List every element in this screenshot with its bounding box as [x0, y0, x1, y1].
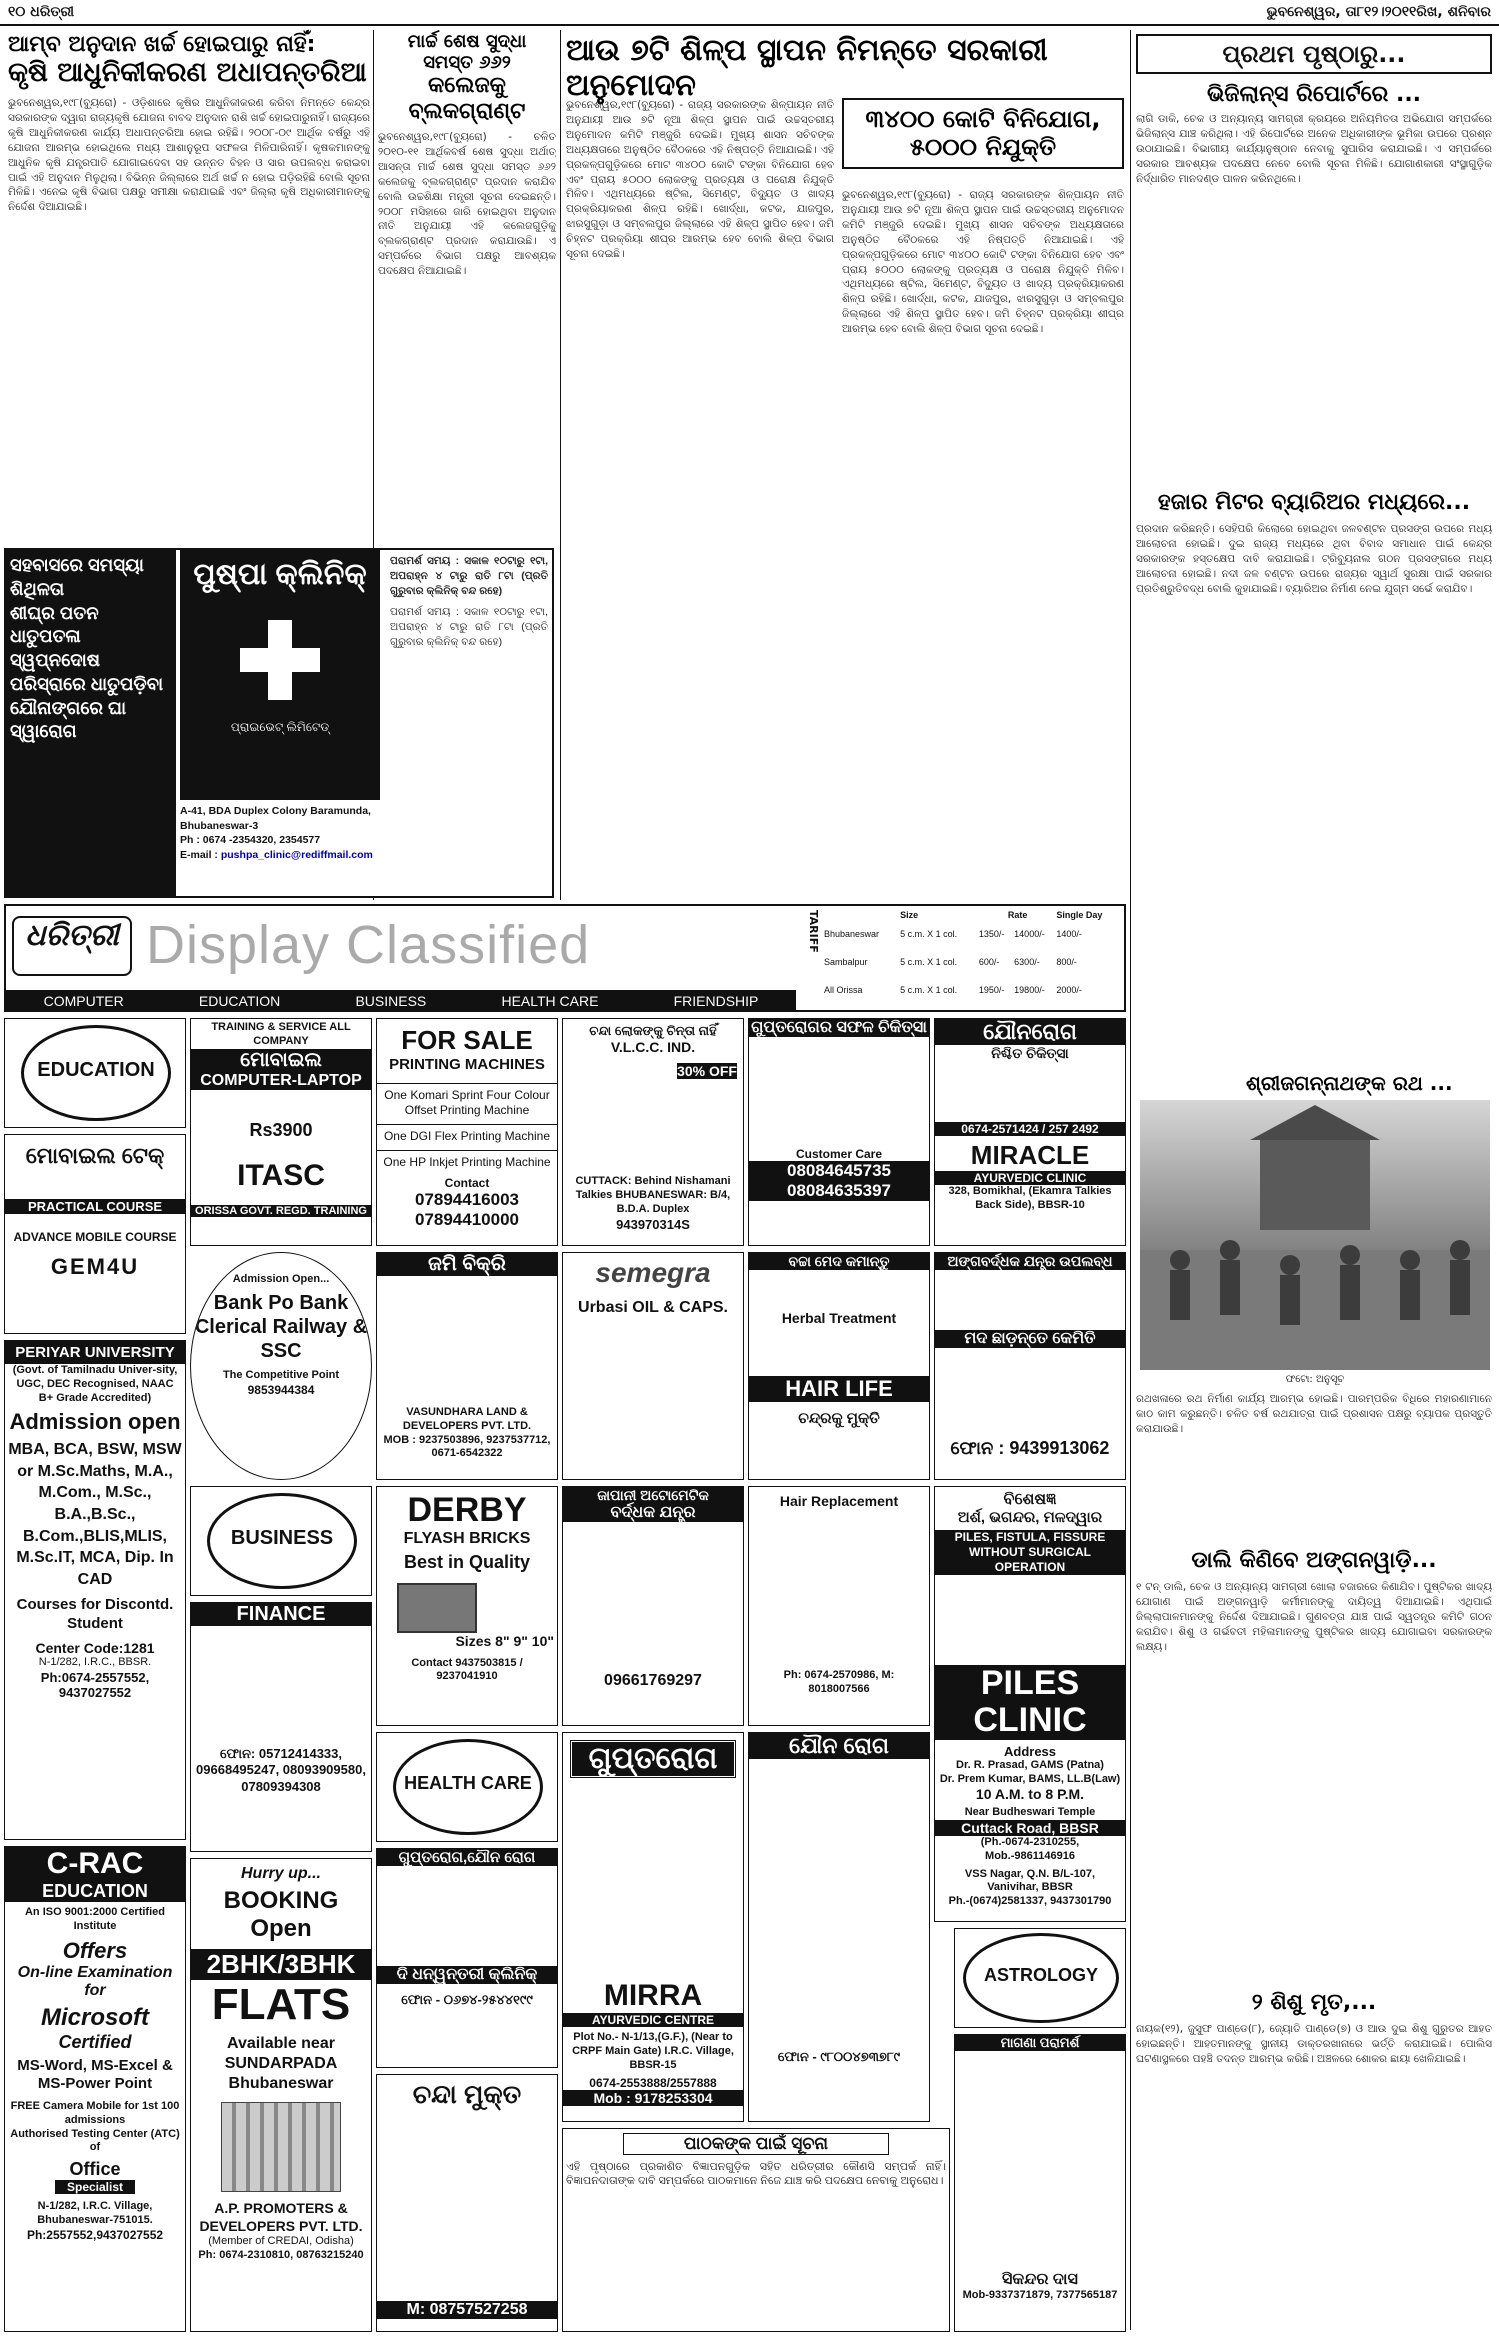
crowd-illustration: [1140, 1100, 1490, 1370]
anga-bardhak-ad: ଅଙ୍ଗବର୍ଦ୍ଧକ ଯନ୍ତ୍ର ଉପଲବ୍ଧ ମଦ ଛାଡ଼ନ୍ତେ କେମିତି ଫୋନ : 9439913062: [934, 1252, 1126, 1480]
story1-headline: ଆମ୍ବ ଅନୁଦାନ ଖର୍ଚ୍ଚ ହୋଇପାରୁ ନାହିଁ: କୃଷି ଆଧୁନିକୀକରଣ ଅଧାପନ୍ତରିଆ: [8, 32, 367, 89]
business-emblem-ad: BUSINESS: [190, 1486, 372, 1596]
category-friendship: FRIENDSHIP: [673, 993, 759, 1009]
gupta-rog-chikitsa-ad: ଗୁପ୍ତରୋଗର ସଫଳ ଚିକିତ୍ସା Customer Care 08084645735 08084635397: [748, 1018, 930, 1246]
item3-body: ରଥଖଳାରେ ରଥ ନିର୍ମାଣ କାର୍ଯ୍ୟ ଆରମ୍ଭ ହୋଇଛି। ପାରମ୍ପରିକ ବିଧିରେ ମହାରଣାମାନେ କାଠ କାମ କରୁଛନ୍ତି। ଚଳିତ ବର୍ଷ ରଥଯାତ୍ରା ପାଇଁ ପ୍ରଶାସନ ପକ୍ଷରୁ ବ୍ୟାପକ ପ୍ରସ୍ତୁତି କରାଯାଉଛି।: [1136, 1393, 1492, 1435]
story3-subhead: ୩୪୦୦ କୋଟି ବିନିଯୋଗ, ୫୦୦୦ ନିଯୁକ୍ତି: [842, 98, 1124, 169]
item1-title: ଭିଜିଲାନ୍ସ ରିପୋର୍ଟରେ ...: [1206, 82, 1422, 107]
japani-ad: ଜାପାନୀ ଅଟୋମେଟିକ ବର୍ଦ୍ଧକ ଯନ୍ତ୍ର 09661769297: [562, 1486, 744, 1726]
astrology-ad: ASTROLOGY: [954, 1928, 1126, 2028]
pushpa-left-list: ସହବାସରେ ସମସ୍ୟା ଶିଥିଳତା ଶୀଘ୍ର ପତନ ଧାତୁପତଳା ସ୍ୱପ୍ନଦୋଷ ପରିସ୍ରାରେ ଧାତୁପଡ଼ିବା ଯୌନାଙ୍ଗରେ ଘା ସ୍ୱାରୋଗ: [6, 550, 176, 896]
finance-ad: FINANCE ଫୋନ: 05712414333, 09668495247, 08093909580, 07809394308: [190, 1602, 372, 1852]
item5-body: ନାୟକ(୧୨), ଜୁସୁଫ ପାଣ୍ଡେ(୮), ଜ୍ୟୋତି ପାଣ୍ଡେ(୭) ଓ ଆଉ ଦୁଇ ଶିଶୁ ଗୁରୁତର ଆହତ ହୋଇଛନ୍ତି। ଆହତମାନଙ୍କୁ ସ୍ଥାନୀୟ ଡାକ୍ତରଖାନାରେ ଭର୍ତ୍ତି କରାଯାଇଛି। ପୋଲିସ ଘଟଣାସ୍ଥଳରେ ପହଞ୍ଚି ତଦନ୍ତ ଆରମ୍ଭ କରିଛି। ଅଞ୍ଚଳରେ ଶୋକର ଛାୟା ଖେଳିଯାଇଛି।: [1136, 2023, 1492, 2065]
jami-bikri-ad: ଜମି ବିକ୍ରି VASUNDHARA LAND & DEVELOPERS PVT. LTD. MOB : 9237503896, 9237537712, 0671-6542322: [376, 1252, 558, 1480]
derby-ad: DERBY FLYASH BRICKS Best in Quality Sizes 8" 9" 10" Contact 9437503815 / 9237041910: [376, 1486, 558, 1726]
tariff-label: TARIFF: [807, 910, 820, 953]
story3-body-col1: ଭୁବନେଶ୍ୱର,୧୯୮(ବ୍ୟୁରୋ) - ରାଜ୍ୟ ସରକାରଙ୍କ ଶିଳ୍ପାୟନ ନୀତି ଅନୁଯାୟୀ ଆଉ ୭ଟି ନୂଆ ଶିଳ୍ପ ସ୍ଥାପନ ପାଇଁ ଉଚ୍ଚସ୍ତରୀୟ ଅନୁମୋଦନ କମିଟି ମଞ୍ଜୁରି ଦେଇଛି। ମୁଖ୍ୟ ଶାସନ ସଚିବଙ୍କ ଅଧ୍ୟକ୍ଷତାରେ ଅନୁଷ୍ଠିତ ବୈଠକରେ ଏହି ନିଷ୍ପତ୍ତି ନିଆଯାଇଛି। ଏହି ପ୍ରକଳ୍ପଗୁଡ଼ିକରେ ମୋଟ ୩୪୦୦ କୋଟି ଟଙ୍କା ବିନିଯୋଗ ହେବ ଏବଂ ପ୍ରାୟ ୫୦୦୦ ଲୋକଙ୍କୁ ପ୍ରତ୍ୟକ୍ଷ ଓ ପରୋକ୍ଷ ନିଯୁକ୍ତି ମିଳିବ। ଏଥିମଧ୍ୟରେ ଷ୍ଟିଲ, ସିମେଣ୍ଟ, ବିଦ୍ୟୁତ ଓ ଖାଦ୍ୟ ପ୍ରକ୍ରିୟାକରଣ ଶିଳ୍ପ ରହିଛି। ଖୋର୍ଦ୍ଧା, କଟକ, ଯାଜପୁର, ଝାରସୁଗୁଡ଼ା ଓ ସମ୍ବଲପୁର ଜିଲ୍ଲାରେ ଏହି ଶିଳ୍ପ ସ୍ଥାପିତ ହେବ। ଜମି ଚିହ୍ନଟ ପ୍ରକ୍ରିୟା ଶୀଘ୍ର ଆରମ୍ଭ ହେବ ବୋଲି ଶିଳ୍ପ ବିଭାଗ ସୂଚନା ଦେଇଛି।: [566, 99, 834, 261]
pushpa-clinic-ad: [4, 548, 554, 898]
item2-body: ପ୍ରଦାନ କରିଛନ୍ତି। ସେହିପରି କିଲୋରେ ହୋଇଥିବା ଜଳବଣ୍ଟନ ପ୍ରସଙ୍ଗ ଉପରେ ମଧ୍ୟ ଆଲୋଚନା ହୋଇଛି। ଦୁଇ ରାଜ୍ୟ ମଧ୍ୟରେ ଥିବା ବିବାଦ ସମାଧାନ ପାଇଁ କେନ୍ଦ୍ର ସରକାରଙ୍କ ହସ୍ତକ୍ଷେପ ଦାବି କରାଯାଇଛି। ଟ୍ରିବ୍ୟୁନାଲ ଗଠନ ପ୍ରସଙ୍ଗରେ ମଧ୍ୟ ଆଲୋଚନା ହୋଇଛି। ନଦୀ ଜଳ ବଣ୍ଟନ ଉପରେ ରାଜ୍ୟର ସ୍ୱାର୍ଥ ସୁରକ୍ଷା ପାଇଁ ସରକାର ପ୍ରତିଶ୍ରୁତିବଦ୍ଧ ବୋଲି କୁହାଯାଇଛି। ବ୍ୟାରିଅର ନିର୍ମାଣ ନେଇ ଯୁଗ୍ମ ସର୍ଭେ କରାଯିବ।: [1136, 523, 1492, 595]
jouna-rog-ad: ଯୌନ ରୋଗ ଫୋନ - ୯୮୦୦୪୭୩୭୮୯: [748, 1732, 930, 2122]
item1-body: ଲାଗି ଡାକି, ଚେକ ଓ ଅନ୍ୟାନ୍ୟ ସାମଗ୍ରୀ କ୍ରୟରେ ଅନିୟମିତତା ଅଭିଯୋଗ ସମ୍ପର୍କରେ ଭିଜିଲାନ୍ସ ଯାଞ୍ଚ କରିଥିଲା। ଏହି ରିପୋର୍ଟରେ ଅନେକ ଅଧିକାରୀଙ୍କ ଭୂମିକା ଉପରେ ପ୍ରଶ୍ନ ଉଠାଯାଇଛି। ବିଭାଗୀୟ କାର୍ଯ୍ୟାନୁଷ୍ଠାନ ନେବାକୁ ସୁପାରିସ କରାଯାଇଛି। ଏ ସମ୍ପର୍କରେ ସରକାର ଆବଶ୍ୟକ ପଦକ୍ଷେପ ନେବେ ବୋଲି ସୂଚନା ମିଳିଛି। ଯୋଗାଣକାରୀ ସଂସ୍ଥାଗୁଡ଼ିକ ନିର୍ଦ୍ଧାରିତ ମାନଦଣ୍ଡ ପାଳନ କରିନଥିଲେ।: [1136, 113, 1492, 185]
chanda-mukta-ad: ଚନ୍ଦା ମୁକ୍ତ M: 08757527258: [376, 2074, 558, 2332]
column-rule: [560, 30, 561, 900]
hair-replacement-ad: Hair Replacement Ph: 0674-2570986, M: 8018007566: [748, 1486, 930, 1726]
story3-body-col2: ଭୁବନେଶ୍ୱର,୧୯୮(ବ୍ୟୁରୋ) - ରାଜ୍ୟ ସରକାରଙ୍କ ଶିଳ୍ପାୟନ ନୀତି ଅନୁଯାୟୀ ଆଉ ୭ଟି ନୂଆ ଶିଳ୍ପ ସ୍ଥାପନ ପାଇଁ ଉଚ୍ଚସ୍ତରୀୟ ଅନୁମୋଦନ କମିଟି ମଞ୍ଜୁରି ଦେଇଛି। ମୁଖ୍ୟ ଶାସନ ସଚିବଙ୍କ ଅଧ୍ୟକ୍ଷତାରେ ଅନୁଷ୍ଠିତ ବୈଠକରେ ଏହି ନିଷ୍ପତ୍ତି ନିଆଯାଇଛି। ଏହି ପ୍ରକଳ୍ପଗୁଡ଼ିକରେ ମୋଟ ୩୪୦୦ କୋଟି ଟଙ୍କା ବିନିଯୋଗ ହେବ ଏବଂ ପ୍ରାୟ ୫୦୦୦ ଲୋକଙ୍କୁ ପ୍ରତ୍ୟକ୍ଷ ଓ ପରୋକ୍ଷ ନିଯୁକ୍ତି ମିଳିବ। ଏଥିମଧ୍ୟରେ ଷ୍ଟିଲ, ସିମେଣ୍ଟ, ବିଦ୍ୟୁତ ଓ ଖାଦ୍ୟ ପ୍ରକ୍ରିୟାକରଣ ଶିଳ୍ପ ରହିଛି। ଖୋର୍ଦ୍ଧା, କଟକ, ଯାଜପୁର, ଝାରସୁଗୁଡ଼ା ଓ ସମ୍ବଲପୁର ଜିଲ୍ଲାରେ ଏହି ଶିଳ୍ପ ସ୍ଥାପିତ ହେବ। ଜମି ଚିହ୍ନଟ ପ୍ରକ୍ରିୟା ଶୀଘ୍ର ଆରମ୍ଭ ହେବ ବୋଲି ଶିଳ୍ପ ବିଭାଗ ସୂଚନା ଦେଇଛି।: [842, 189, 1124, 336]
crac-ad: C-RAC EDUCATION An ISO 9001:2000 Certified Institute Offers On-line Examination for Microsoft Certified MS-Word, MS-Excel & MS-Power Point FREE Camera Mobile for 1st 100 admissions Authorised Testing Center (ATC) of Office Specialist N-1/282, I.R.C. Village, Bhubaneswar-751015. Ph:2557552,9437027552: [4, 1846, 186, 2332]
item2-title: ହଜାର ମିଟର ବ୍ୟାରିଅର ମଧ୍ୟରେ...: [1157, 490, 1471, 515]
dharitri-logo: ଧରିତ୍ରୀ: [12, 916, 132, 976]
education-emblem-ad: EDUCATION: [4, 1018, 186, 1128]
category-healthcare: HEALTH CARE: [501, 993, 599, 1009]
front-page-header: ପ୍ରଥମ ପୃଷ୍ଠାରୁ...: [1136, 34, 1492, 74]
category-bar: [6, 990, 796, 1012]
mobile-tech-ad: ମୋବାଇଲ ଟେକ୍ PRACTICAL COURSE ADVANCE MOBILE COURSE GEM4U: [4, 1134, 186, 1334]
pushpa-right-info: ପରାମର୍ଶ ସମୟ : ସକାଳ ୧୦ଟାରୁ ୧ଟା, ଅପରାହ୍ନ ୪ ଟାରୁ ରାତି ୮ଟା (ପ୍ରତି ଗୁରୁବାର କ୍ଲିନିକ୍ ବନ୍ଦ ରହେ) ପରାମର୍ଶ ସମୟ : ସକାଳ ୧୦ଟାରୁ ୧ଟା, ଅପରାହ୍ନ ୪ ଟାରୁ ରାତି ୮ଟା (ପ୍ରତି ଗୁରୁବାର କ୍ଲିନିକ୍ ବନ୍ଦ ରହେ): [390, 555, 548, 648]
flats-ad: Hurry up... BOOKING Open 2BHK/3BHK FLATS Available near SUNDARPADA Bhubaneswar A.P. PROMOTERS & DEVELOPERS PVT. LTD. (Member of CREDAI, Odisha) Ph: 0674-2310810, 08763215240: [190, 1858, 372, 2332]
tariff-table: Size Rate Single Day Bhubaneswar 5 c.m. X 1 col. 1350/- 14000/- 1400/- Sambalpur 5 c.m. X 1 col. 600/- 6300/- 800/- All Orissa 5 c.m. X 1 col. 1950/- 19800/- 2000/-: [824, 910, 1103, 995]
bachha-meda-ad: ବଚ୍ଚା ମେଦ କମାନ୍ତୁ Herbal Treatment HAIR LIFE ଚନ୍ଦ୍ରକୁ ମୁକ୍ତି: [748, 1252, 930, 1480]
item4-body: ୧ ଟନ୍ ଡାଲି, ଚେକ ଓ ଅନ୍ୟାନ୍ୟ ସାମଗ୍ରୀ ଖୋଲା ବଜାରରେ କିଣାଯିବ। ପୁଷ୍ଟିକର ଖାଦ୍ୟ ଯୋଗାଣ ପାଇଁ ଅଙ୍ଗନୱାଡ଼ି କର୍ମୀମାନଙ୍କୁ ଦାୟିତ୍ୱ ଦିଆଯାଇଛି। ଏଥିପାଇଁ ଜିଲ୍ଲାପାଳମାନଙ୍କୁ ନିର୍ଦ୍ଦେଶ ଦିଆଯାଇଛି। ଗୁଣବତ୍ତା ଯାଞ୍ଚ ପାଇଁ ସ୍ୱତନ୍ତ୍ର କମିଟି ଗଠନ କରାଯିବ। ଶିଶୁ ଓ ଗର୍ଭବତୀ ମହିଳାମାନଙ୍କୁ ପୁଷ୍ଟିକର ଖାଦ୍ୟ ଯୋଗାଇବା ସରକାରଙ୍କ ଲକ୍ଷ୍ୟ।: [1136, 1581, 1492, 1653]
pathak-notice: ପାଠକଙ୍କ ପାଇଁ ସୂଚନା ଏହି ପୃଷ୍ଠାରେ ପ୍ରକାଶିତ ବିଜ୍ଞାପନଗୁଡ଼ିକ ସହିତ ଧରିତ୍ରୀର କୌଣସି ସମ୍ପର୍କ ନାହିଁ। ବିଜ୍ଞାପନଦାତାଙ୍କ ଦାବି ସମ୍ପର୍କରେ ପାଠକମାନେ ନିଜେ ଯାଞ୍ଚ କରି ପଦକ୍ଷେପ ନେବାକୁ ଅନୁରୋଧ।: [562, 2128, 950, 2332]
column-rule: [1130, 30, 1131, 2330]
for-sale-ad: FOR SALE PRINTING MACHINES One Komari Sprint Four Colour Offset Printing Machine One DGI Flex Printing Machine One HP Inkjet Printing Machine Contact 07894416003 07894410000: [376, 1018, 558, 1246]
classified-banner: [4, 904, 1126, 1012]
pushpa-brand-block: ପୁଷ୍ପା କ୍ଲିନିକ୍ ପ୍ରାଇଭେଟ୍ ଲିମିଟେଡ୍: [180, 550, 380, 800]
page-label: ୧୦ ଧରିତ୍ରୀ: [8, 4, 75, 20]
item4-title: ଡାଲି କିଣିବେ ଅଙ୍ଗନୱାଡ଼ି...: [1191, 1548, 1437, 1573]
item5-title: ୨ ଶିଶୁ ମୃତ,...: [1251, 1990, 1377, 2015]
pushpa-email[interactable]: pushpa_clinic@rediffmail.com: [220, 849, 373, 862]
page-header: [0, 0, 1499, 26]
category-computer: COMPUTER: [43, 993, 124, 1009]
semegra-ad: semegra Urbasi OIL & CAPS.: [562, 1252, 744, 1480]
category-education: EDUCATION: [198, 993, 281, 1009]
maa-samaleswari-ad: ମାଗଣା ପରାମର୍ଶ ସିକନ୍ଦର ଦାସ Mob-9337371879, 7377565187: [954, 2034, 1126, 2332]
gupta-dhanwantari-ad: ଗୁପ୍ତରୋଗ,ଯୌନ ରୋଗ ଦି ଧନ୍ୱନ୍ତରୀ କ୍ଲିନିକ୍ ଫୋନ - ୦୬୭୪-୨୫୪୪୧୯୯: [376, 1848, 558, 2068]
jouna-miracle-ad: ଯୌନରୋଗ ନିଶ୍ଚିତ ଚିକିତ୍ସା 0674-2571424 / 257 2492 MIRACLE AYURVEDIC CLINIC 328, Bomikhal, (Ekamra Talkies Back Side), BBSR-10: [934, 1018, 1126, 1246]
story2-headline: ମାର୍ଚ୍ଚ ଶେଷ ସୁଦ୍ଧା ସମସ୍ତ ୬୬୨ କଲେଜକୁ ବ୍ଲକଗ୍ରାଣ୍ଟ: [407, 31, 527, 124]
brick-icon: [397, 1583, 477, 1633]
item3-title: ଶ୍ରୀଜଗନ୍ନାଥଙ୍କ ରଥ ...: [1246, 1071, 1453, 1095]
bank-po-ad: Admission Open... Bank Po Bank Clerical Railway & SSC The Competitive Point 9853944384: [190, 1252, 372, 1480]
cross-icon: [240, 620, 320, 700]
piles-clinic-ad: ବିଶେଷଜ୍ଞ ଅର୍ଶ, ଭଗନ୍ଦର, ମଳଦ୍ୱାର PILES, FISTULA, FISSURE WITHOUT SURGICAL OPERATION PILES CLINIC Address Dr. R. Prasad, GAMS (Patna) Dr. Prem Kumar, BAMS, LL.B(Law) 10 A.M. to 8 P.M. Near Budheswari Temple Cuttack Road, BBSR (Ph.-0674-2310255, Mob.-9861146916 VSS Nagar, Q.N. B/L-107, Vanivihar, BBSR Ph.-(0674)2581337, 9437301790: [934, 1486, 1126, 1922]
rath-photo: [1140, 1100, 1490, 1370]
story2-body: ଭୁବନେଶ୍ୱର,୧୯୮(ବ୍ୟୁରୋ) - ଚଳିତ ୨୦୧୦-୧୧ ଆର୍ଥିକବର୍ଷ ଶେଷ ସୁଦ୍ଧା ଅର୍ଥାତ୍ ଆସନ୍ତା ମାର୍ଚ୍ଚ ଶେଷ ସୁଦ୍ଧା ସମସ୍ତ ୬୬୨ କଲେଜକୁ ବ୍ଲକଗ୍ରାଣ୍ଟ ପ୍ରଦାନ କରାଯିବ ବୋଲି ଉଚ୍ଚଶିକ୍ଷା ମନ୍ତ୍ରୀ ସୂଚନା ଦେଇଛନ୍ତି। ୨୦୦୮ ମସିହାରେ ଜାରି ହୋଇଥିବା ଅନୁଦାନ ନୀତି ଅନୁଯାୟୀ ଏହି କଲେଜଗୁଡ଼ିକୁ ବ୍ଲକଗ୍ରାଣ୍ଟ ପ୍ରଦାନ କରାଯାଉଛି। ଏ ସମ୍ପର୍କରେ ବିଭାଗ ପକ୍ଷରୁ ଆବଶ୍ୟକ ପଦକ୍ଷେପ ନିଆଯାଇଛି।: [378, 131, 556, 278]
healthcare-emblem-ad: HEALTH CARE: [376, 1732, 558, 1842]
story3-headline: ଆଉ ୭ଟି ଶିଳ୍ପ ସ୍ଥାପନ ନିମନ୍ତେ ସରକାରୀ ଅନୁମୋଦନ: [566, 33, 1048, 103]
building-illustration: [221, 2102, 341, 2192]
story1-body: ଭୁବନେଶ୍ୱର,୧୯୮(ବ୍ୟୁରୋ) - ଓଡ଼ିଶାରେ କୃଷିର ଆଧୁନିକୀକରଣ କରିବା ନିମନ୍ତେ କେନ୍ଦ୍ର ସରକାରଙ୍କ ଦ୍ୱାରା ରାଜ୍ୟକୃଷି ଯୋଜନା ବାବଦ ଅନୁଦାନ ରାଶି ଖର୍ଚ୍ଚ ହୋଇପାରୁନାହିଁ। ରାଜ୍ୟରେ କୃଷି ଆଧୁନିକୀକରଣ କାର୍ଯ୍ୟ ଅଧାପନ୍ତରିଆ ହୋଇ ରହିଛି। ୨୦୦୮-୦୯ ଆର୍ଥିକ ବର୍ଷରୁ ଏହି ଯୋଜନା ଆରମ୍ଭ ହୋଇଥିଲେ ମଧ୍ୟ ଆଶାନୁରୂପ ସଫଳତା ମିଳିପାରିନାହିଁ। କୃଷକମାନଙ୍କୁ ଆଧୁନିକ କୃଷି ଯନ୍ତ୍ରପାତି ଯୋଗାଇଦେବା ସହ ଉନ୍ନତ ବିହନ ଓ ସାର ଉପଲବ୍ଧ କରାଇବା ପାଇଁ ଏହି ଅନୁଦାନ ମିଳୁଥିଲା। ବିଭିନ୍ନ ଜିଲ୍ଲାରେ ଅର୍ଥ ଖର୍ଚ୍ଚ ନ ହୋଇ ପଡ଼ିରହିଛି ବୋଲି ସୂଚନା ମିଳିଛି। ଏନେଇ କୃଷି ବିଭାଗ ପକ୍ଷରୁ ସମୀକ୍ଷା କରାଯାଇଛି ଏବଂ ଜିଲ୍ଲା କୃଷି ଅଧିକାରୀମାନଙ୍କୁ ନିର୍ଦ୍ଦେଶ ଦିଆଯାଇଛି।: [8, 97, 370, 214]
vlcc-ad: ଚନ୍ଦା ଲୋକଙ୍କୁ ଚିନ୍ତା ନାହିଁ V.L.C.C. IND. 30% OFF CUTTACK: Behind Nishamani Talkies BHUBANESWAR: B/4, B.D.A. Duplex 943970314S: [562, 1018, 744, 1246]
pushpa-address: A-41, BDA Duplex Colony Baramunda, Bhubaneswar-3 Ph : 0674 -2354320, 2354577 E-mail : pushpa_clinic@rediffmail.com: [180, 805, 373, 862]
category-business: BUSINESS: [355, 993, 427, 1009]
gupta-rog-ad: ଗୁପ୍ତରୋଗ MIRRA AYURVEDIC CENTRE Plot No.- N-1/13,(G.F.), (Near to CRPF Main Gate) I.R.C. Village, BBSR-15 0674-2553888/2557888 Mob : 9178253304: [562, 1732, 744, 2122]
itasc-ad: TRAINING & SERVICE ALL COMPANY ମୋବାଇଲ COMPUTER-LAPTOP Rs3900 ITASC ORISSA GOVT. REGD. TRAINING: [190, 1018, 372, 1246]
classified-title: Display Classified: [146, 915, 591, 975]
photo-caption: ଫଟୋ: ଅନୁସୂଚ: [1285, 1374, 1345, 1385]
dateline: ଭୁବନେଶ୍ୱର, ତା୮୧୨।୨୦୧୧ରିଖ, ଶନିବାର: [1266, 4, 1491, 20]
periyar-ad: PERIYAR UNIVERSITY (Govt. of Tamilnadu Univer-sity, UGC, DEC Recognised, NAAC B+ Grade Accredited) Admission open MBA, BCA, BSW, MSW or M.Sc.Maths, M.A., M.Com., M.Sc., B.A.,B.Sc., B.Com.,BLIS,MLIS, M.Sc.IT, MCA, Dip. In CAD Courses for Discontd. Student Center Code:1281 N-1/282, I.R.C., BBSR. Ph:0674-2557552, 9437027552: [4, 1340, 186, 1840]
